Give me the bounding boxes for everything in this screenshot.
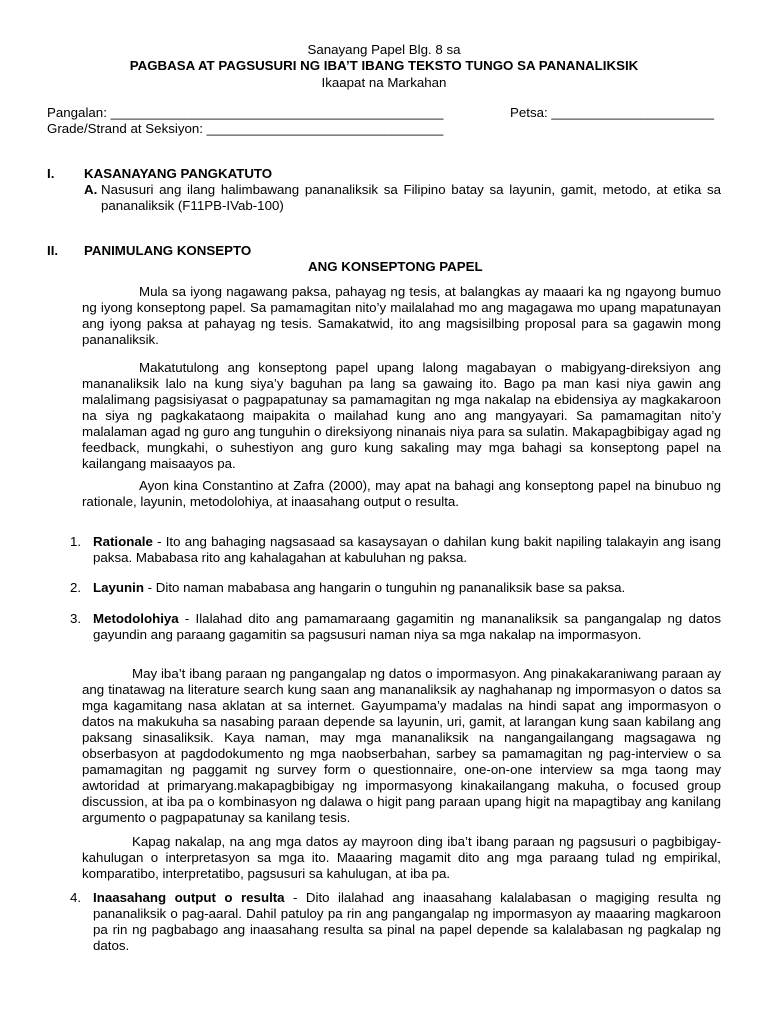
section-2-title: PANIMULANG KONSEPTO — [84, 243, 252, 258]
date-field: Petsa: ______________________ — [510, 105, 715, 120]
section-2-numeral: II. — [47, 243, 59, 258]
section-1-numeral: I. — [47, 166, 55, 181]
document-title: PAGBASA AT PAGSUSURI NG IBA’T IBANG TEKSTO TUNGO SA PANANALIKSIK — [129, 58, 639, 73]
list-number-1: 1. — [70, 534, 82, 549]
header-quarter: Ikaapat na Markahan — [321, 75, 447, 90]
section-1-title: KASANAYANG PANGKATUTO — [84, 166, 273, 181]
section-2-subtitle: ANG KONSEPTONG PAPEL — [308, 259, 483, 274]
header-line-1: Sanayang Papel Blg. 8 sa — [307, 42, 461, 57]
paragraph-4: May iba’t ibang paraan ng pangangalap ng datos o impormasyon. Ang pinakakaraniwang paraan ay ang tinatawag na literature search kung saan ang mananaliksik ay naghahanap ng impormasyon o datos sa mga kagamitang nasa aklatan at sa internet. Gayumpama’y madalas na hindi sapat ang impormasyon o datos na makukuha sa nasabing paraan depende sa layunin, uri, gamit, at larangan kung saan kabilang ang paksang sinasaliksik. Kaya naman, may mga mananaliksik na nangangailangang magsagawa ng obserbasyon at pagdodokumento ng mga naobserbahan, sarbey sa pamamagitan ng pag-interview o sa pamamagitan ng paggamit ng survey form o questionnaire, one-on-one interview sa mga taong may awtoridad at primaryang.makapagbibigay ng impormasyong kinakailangang makuha, o focused group discussion, at iba pa o kombinasyon ng dalawa o higit pang paraan upang higit na mapagtibay ang kanilang argumento o pagpapatunay sa kanilang tesis. — [82, 666, 721, 825]
list-item-rationale: Rationale - Ito ang bahaging nagsasaad sa kasaysayan o dahilan kung bakit napiling talakayin ang isang paksa. Mababasa rito ang kahalagahan at kabuluhan ng paksa. — [93, 534, 721, 565]
list-number-4: 4. — [70, 890, 82, 905]
list-item-layunin: Layunin - Dito naman mababasa ang hangarin o tunguhin ng pananaliksik base sa paksa. — [93, 580, 626, 595]
section-1-item-text: Nasusuri ang ilang halimbawang pananaliksik sa Filipino batay sa layunin, gamit, metodo, at etika sa pananaliksik (F11PB-IVab-100) — [101, 182, 721, 213]
paragraph-1: Mula sa iyong nagawang paksa, pahayag ng tesis, at balangkas ay maaari ka ng ngayong bumuo ng iyong konseptong papel. Sa pamamagitan nito’y mailalahad mo ang magagawa mo upang mapatunayan ang iyong paksa at pahayag ng tesis. Samakatwid, ito ang magsisilbing proposal para sa gagawin mong pananaliksik. — [82, 284, 721, 347]
paragraph-2: Makatutulong ang konseptong papel upang lalong magabayan o mabigyang-direksiyon ang mananaliksik lalo na kung siya’y baguhan pa lang sa gawaing ito. Bago pa man kasi niya gawin ang malalimang pagsisiyasat o pagpapatunay sa pamamagitan ng mga nakalap na ebidensiya ay magkakaroon na siya ng pagkakataong maipakita o mailahad kung ano ang mangyayari. Sa pamamagitan nito’y malalaman agad ng guro ang tunguhin o direksiyong ninanais niya para sa sulatin. Makapagbibigay agad ng feedback, mungkahi, o suhestiyon ang guro kung sakaling may mga bahagi sa konseptong papel na kailangang maisaayos pa. — [82, 360, 721, 471]
paragraph-5: Kapag nakalap, na ang mga datos ay mayroon ding iba’t ibang paraan ng pagsusuri o pagbibigay-kahulugan o interpretasyon sa mga ito. Maaaring magamit dito ang mga paraang tulad ng empirikal, komparatibo, interpretatibo, pagsusuri sa kahulugan, at iba pa. — [82, 834, 721, 881]
list-number-3: 3. — [70, 611, 82, 626]
list-item-inaasahang-output: Inaasahang output o resulta - Dito ilalahad ang inaasahang kalalabasan o magiging resulta ng pananaliksik o pag-aaral. Dahil patuloy pa rin ang pangangalap ng impormasyon ay maaaring magkaroon pa rin ng pagbabago ang inaasahang resulta sa pinal na papel depende sa kalalabasan ng pagkalap ng datos. — [93, 890, 721, 953]
name-field: Pangalan: _____________________________________________ — [47, 105, 444, 120]
paragraph-3: Ayon kina Constantino at Zafra (2000), may apat na bahagi ang konseptong papel na binubuo ng rationale, layunin, metodolohiya, at inaasahang output o resulta. — [82, 478, 721, 509]
section-1-item-letter: A. — [84, 182, 98, 197]
list-item-metodolohiya: Metodolohiya - Ilalahad dito ang pamamaraang gagamitin ng mananaliksik sa pangangalap ng datos gayundin ang paraang gagamitin sa pagsusuri naman niya sa mga nakalap na impormasyon. — [93, 611, 721, 642]
grade-strand-field: Grade/Strand at Seksiyon: ________________________________ — [47, 121, 444, 136]
list-number-2: 2. — [70, 580, 82, 595]
